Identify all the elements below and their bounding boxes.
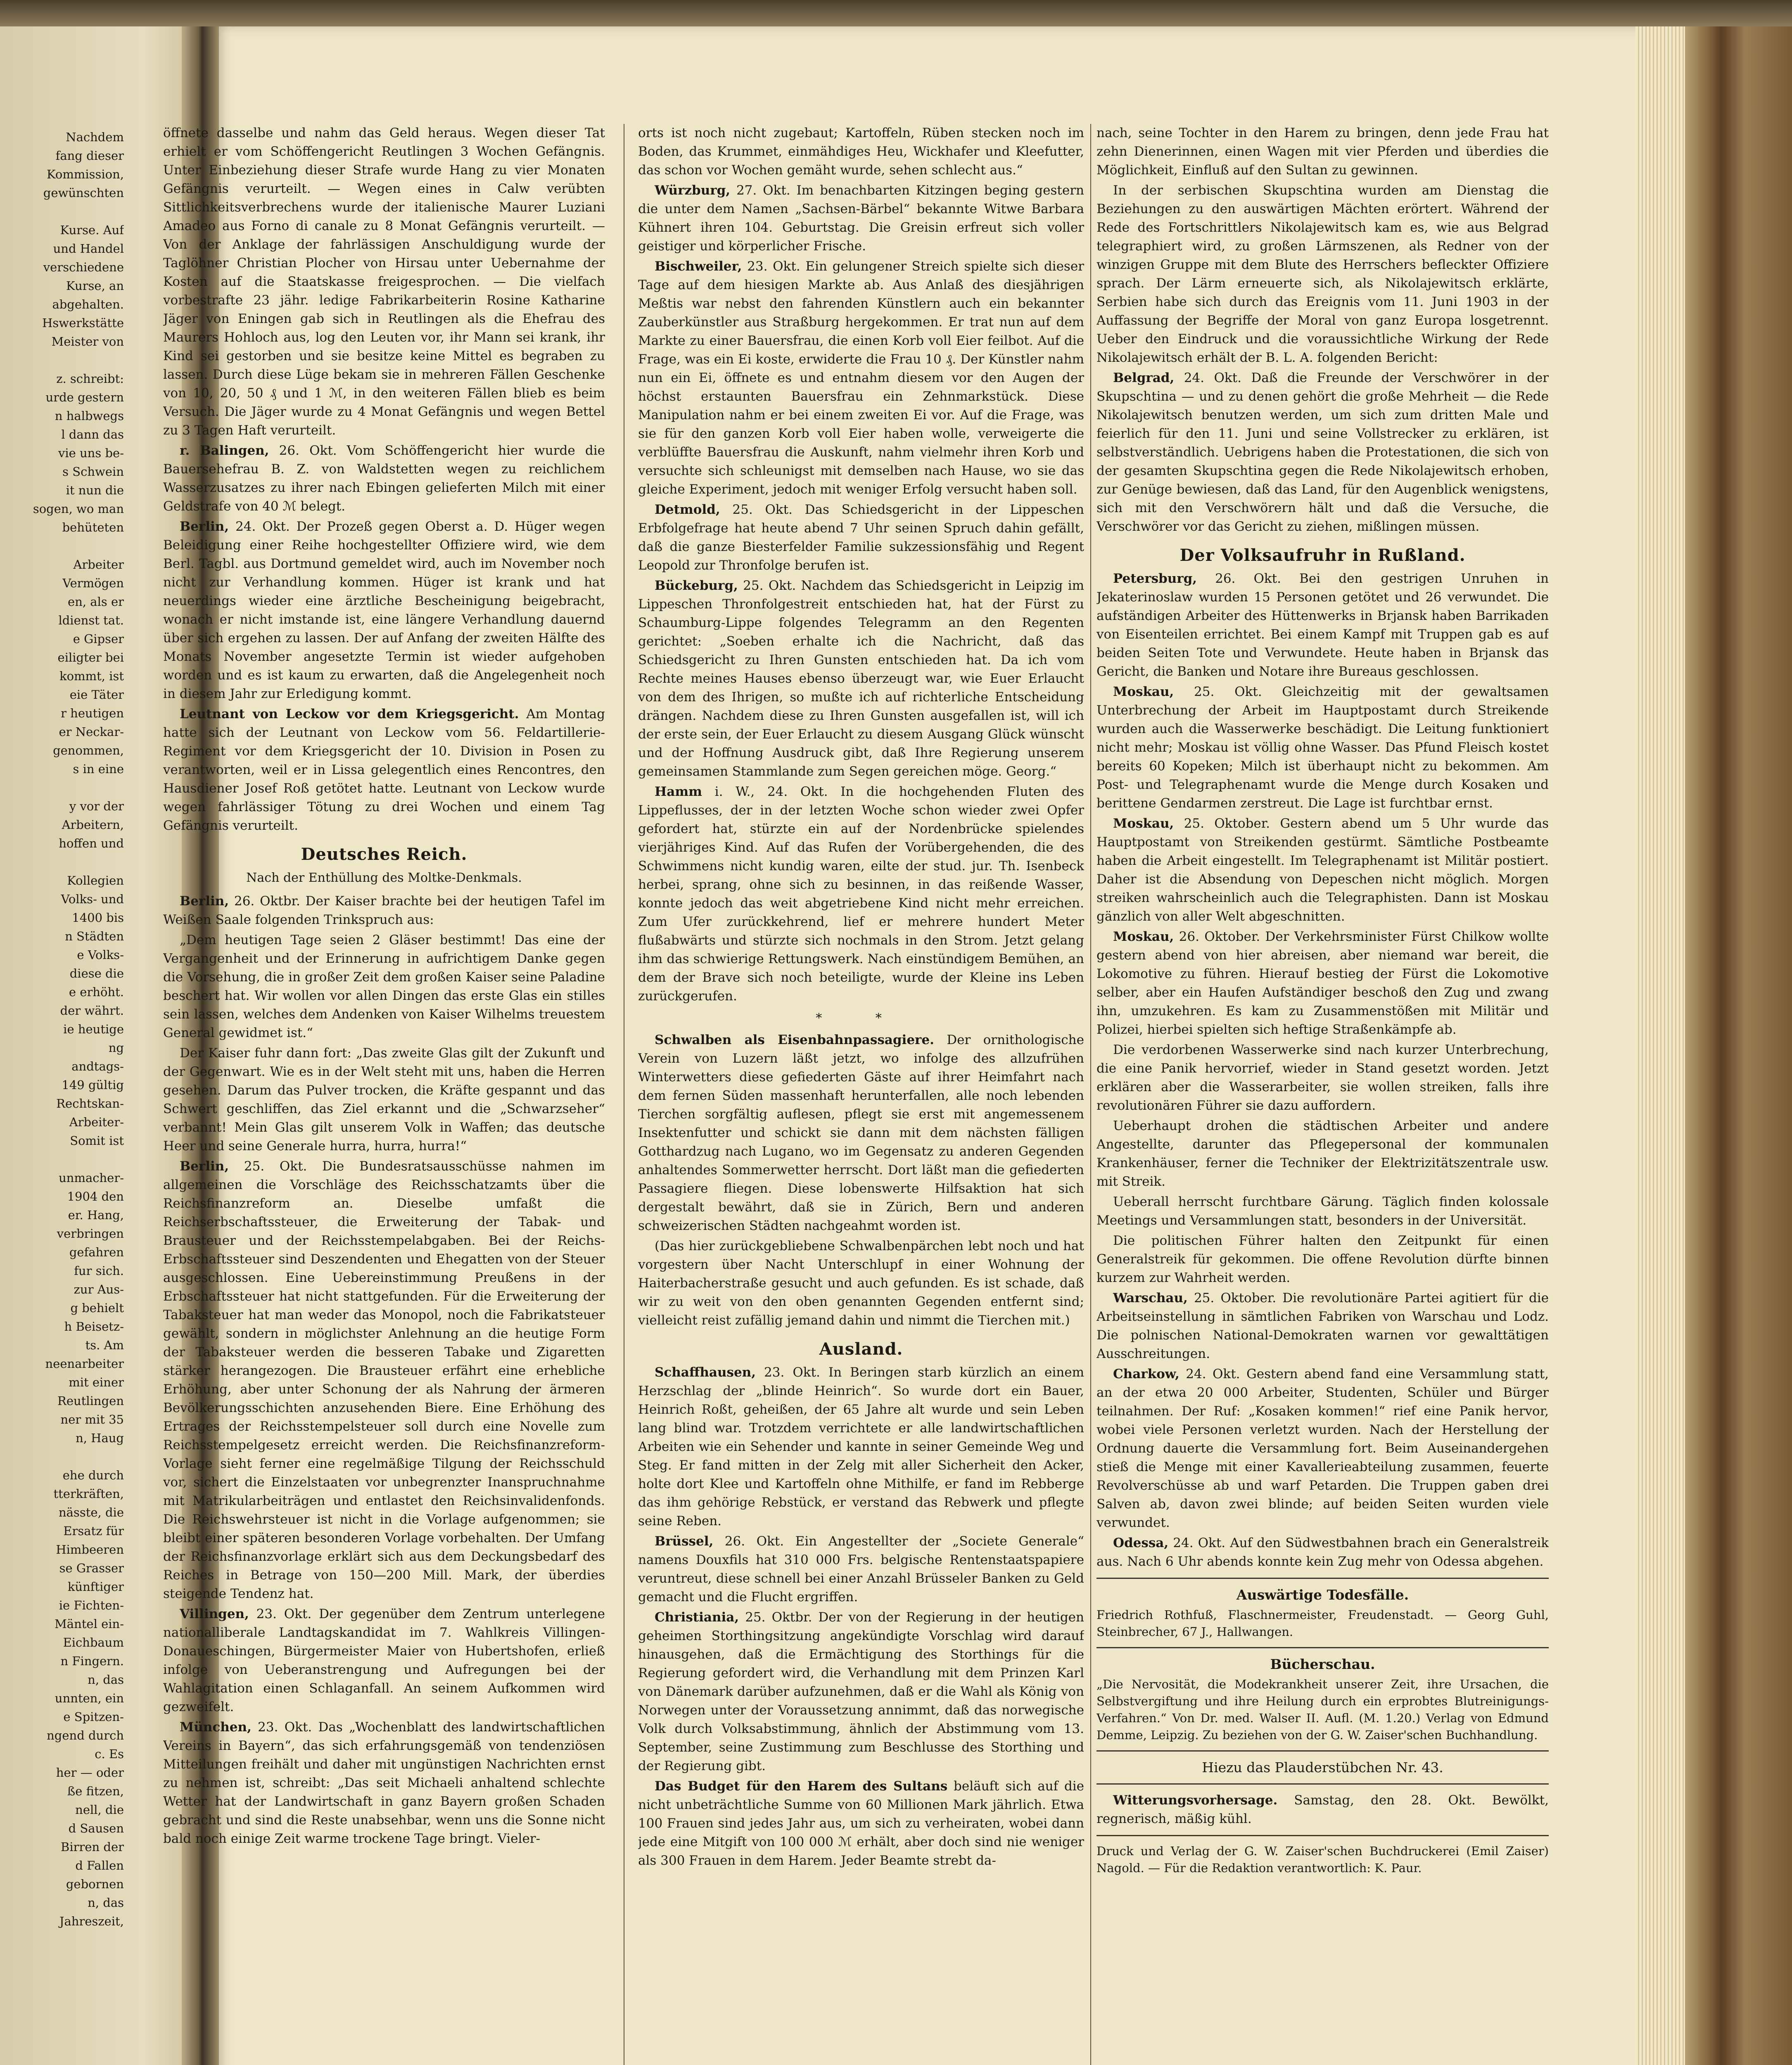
- previous-page-line: verschiedene: [43, 260, 124, 274]
- previous-page-line: ner mit 35: [60, 1412, 124, 1427]
- article-text: 23. Okt. In Beringen starb kürzlich an einem Herzschlag der „blinde Heinrich“. So wurde dort ein Bauer, Heinrich Roßt, geheißen, der 65 Jahre alt wurde und sein Leben lang blind war. Trotzdem verrichtete er alle landwirtschaftlichen Arbeiten wie ein Sehender und kannte in seiner Gemeinde Weg und Steg. Er fand mitten in der Zelg mit aller Sicherheit den Acker, holte dort Klee und Kartoffeln ohne Mithilfe, er fand im Rebberge das ihm gehörige Rebstück, er verstand das Rebwerk und pflegte seine Reben.: [638, 1365, 1084, 1529]
- article-paragraph: [638, 783, 1084, 1006]
- previous-page-line: gewünschten: [43, 186, 124, 200]
- article-text: nach, seine Tochter in den Harem zu bringen, denn jede Frau hat zehn Dienerinnen, einen Wagen mit vier Pferden und überdies die Möglichkeit, Einfluß auf den Sultan zu gewinnen.: [1097, 126, 1549, 178]
- previous-page-line: Mäntel ein-: [55, 1617, 124, 1631]
- previous-page-line: s Schwein: [62, 465, 124, 479]
- previous-page-line: nässte, die: [59, 1505, 124, 1519]
- divider: [1097, 1750, 1549, 1752]
- article-paragraph: [1097, 1289, 1549, 1363]
- article-text: 24. Okt. Der Prozeß gegen Oberst a. D. Hüger wegen Beleidigung einer Reihe hochgestellter Offiziere wird, wie dem Berl. Tagbl. aus Dortmund gemeldet wird, auch im November noch nicht zur Verhandlung kommen. Hüger ist krank und hat neuerdings wieder eine ärztliche Bescheinigung beigebracht, wonach er nicht imstande ist, eine längere Verhandlung dauernd über sich ergehen zu lassen. Der auf Anfang der zweiten Hälfte des Monats November angesetzte Termin ist wieder aufgehoben worden und es ist kaum zu erwarten, daß die Angelegenheit noch in diesem Jahr zur Erledigung kommt.: [163, 519, 605, 701]
- article-text: 25. Okt. Nachdem das Schiedsgericht in Leipzig im Lippeschen Thronfolgestreit entschieden hat, hat der Fürst zu Schaumburg-Lippe folgendes Telegramm an den Regenten gerichtet: „Soeben erhalte ich die Nachricht, daß das Schiedsgericht zu Ihren Gunsten entschieden hat. Da ich vom Rechte meines Hauses ebenso überzeugt war, wie Euer Erlaucht von dem des Ihrigen, so mußte ich auf richterliche Entscheidung drängen. Nachdem diese zu Ihren Gunsten ausgefallen ist, will ich der erste sein, der Euer Erlaucht zu diesem Ausgang Glück wünscht und der Hoffnung Ausdruck gibt, daß Ihre Regierung unserem gemeinsamen Stammlande zum Segen gereichen möge. Georg.“: [638, 578, 1084, 779]
- previous-page-line: g behielt: [70, 1301, 124, 1315]
- article-paragraph: [1097, 369, 1549, 536]
- previous-page-line: it nun die: [66, 483, 124, 497]
- article-text: Am Montag hatte sich der Leutnant von Leckow vom 56. Feldartillerie-Regiment vor dem Kriegsgericht der 10. Division in Posen zu verantworten, weil er in Lissa gelegentlich eines Rencontres, den Hausdiener Josef Roß getötet hatte. Leutnant von Leckow wurde wegen fahrlässiger Tötung zu drei Wochen und einem Tag Gefängnis verurteilt.: [163, 707, 605, 833]
- previous-page-line: ng: [108, 1041, 124, 1055]
- previous-page-line: Arbeiter: [73, 558, 124, 572]
- article-dateline: Moskau,: [1113, 929, 1174, 944]
- previous-page-line: ldienst tat.: [58, 613, 124, 627]
- divider: [1097, 1783, 1549, 1785]
- previous-page-column-fragment: [0, 128, 124, 2065]
- notice-text: „Die Nervosität, die Modekrankheit unserer Zeit, ihre Ursachen, die Selbstvergiftung und ihre Heilung durch ein erprobtes Blutreinigungs-Verfahren.“ Von Dr. med. Walser II. Aufl. (M. 1.20.) Verlag von Edmund Demme, Leipzig. Zu beziehen von der G. W. Zaiser'schen Buchhandlung.: [1097, 1677, 1549, 1742]
- previous-page-line: Kurse. Auf: [60, 223, 124, 237]
- article-paragraph: [638, 501, 1084, 575]
- article-text: 26. Oktober. Der Verkehrsminister Fürst Chilkow wollte gestern abend von hier abreisen, aber niemand war bereit, die Lokomotive zu führen. Hierauf bestieg der Fürst die Lokomotive selber, aber ein Haufen Aufständiger beschoß den Zug und zwang ihn, umzukehren. Es kam zu Zusammenstößen mit Militär und Polizei, hierbei spielten sich heftige Straßenkämpfe ab.: [1097, 929, 1549, 1037]
- previous-page-line: diese die: [69, 966, 124, 980]
- article-dateline: Würzburg,: [655, 183, 731, 198]
- text-column-1: [163, 124, 605, 2065]
- notice-heading: Auswärtige Todesfälle.: [1236, 1587, 1409, 1603]
- article-paragraph: [1097, 683, 1549, 813]
- notice-text: Druck und Verlag der G. W. Zaiser'schen Buchdruckerei (Emil Zaiser) Nagold. — Für die Redaktion verantwortlich: K. Paur.: [1097, 1844, 1549, 1875]
- article-text: orts ist noch nicht zugebaut; Kartoffeln, Rüben stecken noch im Boden, das Krummet, einmähdiges Heu, Wickhafer und Kleefutter, das schon vor Wochen gemäht wurde, sehen schlecht aus.“: [638, 126, 1084, 178]
- previous-page-line: [0, 202, 124, 221]
- previous-page-line: s in eine: [73, 762, 124, 776]
- article-dateline: Berlin,: [180, 519, 229, 534]
- column-rule: [1090, 124, 1091, 2065]
- previous-page-line: 1904 den: [67, 1189, 124, 1203]
- article-dateline: Berlin,: [180, 1159, 229, 1174]
- article-text: 25. Oktbr. Der von der Regierung in der heutigen geheimen Storthingsitzung angekündigte Vorschlag wird darauf hinausgehen, daß die Ermächtigung des Storthings für die Regierung gefordert wird, die Verhandlung mit dem Prinzen Karl von Dänemark darüber aufzunehmen, daß er die Wahl als König von Norwegen unter der Voraussetzung annimmt, daß das norwegische Volk durch Volksabstimmung, ähnlich der Abstimmung vom 13. September, seine Zustimmung zum Beschlusse des Storthing und der Regierung gibt.: [638, 1610, 1084, 1773]
- previous-page-line: Kollegien: [67, 873, 124, 888]
- article-paragraph: [638, 1237, 1084, 1330]
- article-dateline: Moskau,: [1113, 816, 1174, 831]
- previous-page-line: unmacher-: [59, 1171, 124, 1185]
- previous-page-line: Ersatz für: [63, 1524, 124, 1538]
- previous-page-line: [0, 853, 124, 871]
- article-text: (Das hier zurückgebliebene Schwalbenpärchen lebt noch und hat vorgestern über Nacht Unterschlupf in einer Wohnung der Haiterbacherstraße gesucht und auch gefunden. Es ist schade, daß wir zu weit von den oben genannten Gegenden entfernt sind; vielleicht reist zufällig jemand dahin und nimmt die Tierchen mit.): [638, 1239, 1084, 1328]
- article-paragraph: [1097, 928, 1549, 1039]
- section-heading: Deutsches Reich.: [301, 845, 468, 864]
- article-text: „Dem heutigen Tage seien 2 Gläser bestimmt! Das eine der Vergangenheit und der Erinnerung in aufrichtigem Danke gegen die Vorsehung, die in großer Zeit dem großen Kaiser seine Paladine beschert hat. Wir wollen vor allen Dingen das erste Glas ein stilles sein lassen, welches dem Andenken von Kaiser Wilhelms treuestem General gewidmet ist.“: [163, 933, 605, 1040]
- previous-page-line: eiligter bei: [57, 650, 124, 665]
- previous-page-line: Himbeeren: [56, 1543, 124, 1557]
- article-dateline: Schaffhausen,: [655, 1365, 756, 1380]
- previous-page-line: en, als er: [68, 595, 124, 609]
- previous-page-line: n, das: [88, 1896, 124, 1910]
- divider: [1097, 1647, 1549, 1648]
- article-paragraph: [163, 1044, 605, 1156]
- book-binding: [1635, 25, 1792, 2065]
- article-paragraph: [1097, 1534, 1549, 1571]
- previous-page-line: fang dieser: [55, 149, 124, 163]
- article-paragraph: [163, 931, 605, 1042]
- previous-page-line: n Städten: [65, 929, 124, 943]
- previous-page-line: Birren der: [61, 1840, 124, 1854]
- article-dateline: Odessa,: [1113, 1536, 1169, 1550]
- previous-page-line: Rechtskan-: [56, 1097, 124, 1111]
- section-heading: Der Volksaufruhr in Rußland.: [1180, 546, 1466, 565]
- previous-page-line: e erhöht.: [69, 985, 124, 999]
- top-shadow: [0, 0, 1792, 26]
- previous-page-line: ie Fichten-: [59, 1598, 124, 1612]
- article-paragraph: [638, 1031, 1084, 1235]
- article-paragraph: [1097, 570, 1549, 681]
- previous-page-line: d Fallen: [75, 1858, 124, 1873]
- article-dateline: Detmold,: [655, 502, 720, 517]
- previous-page-line: kommt, ist: [59, 669, 124, 683]
- previous-page-line: und Handel: [53, 242, 124, 256]
- previous-page-line: l dann das: [61, 427, 124, 441]
- previous-page-line: abgehalten.: [52, 297, 124, 311]
- article-paragraph: [1097, 1791, 1549, 1828]
- article-paragraph: [1097, 181, 1549, 367]
- article-text: 24. Okt. Auf den Südwestbahnen brach ein Generalstreik aus. Nach 6 Uhr abends konnte kein Zug mehr von Odessa abgehen.: [1097, 1536, 1549, 1569]
- previous-page-line: unnten, ein: [55, 1691, 124, 1705]
- article-paragraph: [163, 124, 605, 440]
- article-dateline: Villingen,: [180, 1607, 249, 1621]
- previous-page-line: Reutlingen: [57, 1394, 124, 1408]
- previous-page-line: [0, 537, 124, 555]
- article-paragraph: [163, 1718, 605, 1848]
- article-text: 25. Okt. Die Bundesratsausschüsse nahmen im allgemeinen die Vorschläge des Reichsschatzamts über die Reichsfinanzreform an. Dieselbe umfaßt die Reichserbschaftssteuer, die Erweiterung der Tabak- und Brausteuer und der Reichsstempelabgaben. Bei der Reichs-Erbschaftssteuer sind Deszendenten und Ehegatten von der Steuer ausgeschlossen. Eine Uebereinstimmung Preußens in der Erbschaftssteuer hat nicht stattgefunden. Für die Erweiterung der Tabaksteuer hat man weder das Monopol, noch die Fabrikatsteuer gewählt, sondern in möglichster Anlehnung an die heutige Form der Tabaksteuer werden die besseren Tabake und Zigaretten stärker herangezogen. Die Brausteuer erfährt eine erhebliche Erhöhung, aber unter Schonung der als Nahrung der ärmeren Bevölkerungsschichten anzusehenden Biere. Eine Erhöhung des Ertrages der Reichsstempelsteuer soll durch eine Novelle zum Reichsstempelgesetz erreicht werden. Die Reichsfinanzreform-Vorlage sieht ferner eine regelmäßige Tilgung der Reichsschuld vor, sichert die Einzelstaaten vor unbegrenzter Inanspruchnahme mit Matrikularbeiträgen und entlastet den Reichsinvalidenfonds. Die Reichswehrsteuer ist nicht in die Vorlage aufgenommen; sie bleibt einer späteren besonderen Vorlage vorbehalten. Der Umfang der Reichsfinanzvorlage erklärt sich aus dem Deckungsbedarf des Reiches in Betrage von 150—200 Mill. Mark, der überdies steigende Tendenz hat.: [163, 1159, 605, 1601]
- previous-page-line: gefahren: [69, 1245, 124, 1259]
- previous-page-line: urde gestern: [45, 390, 124, 404]
- article-text: 23. Okt. Das „Wochenblatt des landwirtschaftlichen Vereins in Bayern“, das sich erfahrungsgemäß von tendenziösen Mitteilungen freihält und daher mit ungünstigen Nachrichten ernst zu nehmen ist, schreibt: „Das seit Michaeli anhaltend schlechte Wetter hat der Landwirtschaft in ganz Bayern großen Schaden gebracht und sind die Reste unabsehbar, wenn uns die Sonne nicht bald noch einige Zeit warme trockene Tage bringt. Vieler-: [163, 1720, 605, 1846]
- previous-page-line: n, das: [88, 1673, 124, 1687]
- previous-page-line: künftiger: [67, 1580, 124, 1594]
- previous-page-line: her — oder: [56, 1766, 124, 1780]
- article-dateline: Warschau,: [1113, 1291, 1188, 1305]
- article-dateline: Brüssel,: [655, 1534, 714, 1549]
- article-text: 25. Okt. Das Schiedsgericht in der Lippeschen Erbfolgefrage hat heute abend 7 Uhr seinen Spruch dahin gefällt, daß die ganze Biesterfelder Familie sukzessionsfähig und Regent Leopold zur Thronfolge berufen ist.: [638, 502, 1084, 573]
- article-paragraph: [638, 1363, 1084, 1531]
- previous-page-line: Kurse, an: [66, 279, 124, 293]
- article-dateline: Moskau,: [1113, 684, 1174, 699]
- article-paragraph: [1097, 814, 1549, 926]
- previous-page-line: neenarbeiter: [45, 1357, 124, 1371]
- previous-page-line: ße fitzen,: [67, 1784, 124, 1798]
- article-dateline: München,: [180, 1720, 252, 1735]
- separator-asterisks: * *: [816, 1011, 907, 1025]
- previous-page-line: e Volks-: [77, 948, 124, 962]
- text-column-2: [638, 124, 1084, 2065]
- article-text: In der serbischen Skupschtina wurden am Dienstag die Beziehungen zu den auswärtigen Mächten erörtert. Während der Rede des Fortschrittlers Nikolajewitsch kam es, wie aus Belgrad telegraphiert wird, zu großen Lärmszenen, als Redner von der winzigen Gruppe mit dem Blute des Herrschers befleckter Offiziere sprach. Der Lärm erneuerte sich, als Nikolajewitsch erklärte, Serbien habe sich durch das Ereignis vom 11. Juni 1903 in der Auffassung der Begriffe der Moral von ganz Europa losgetrennt. Ueber den Eindruck und die voraussichtliche Wirkung der Rede Nikolajewitsch erhält der B. L. A. folgenden Bericht:: [1097, 183, 1549, 365]
- article-paragraph: [638, 257, 1084, 499]
- previous-page-line: [0, 779, 124, 797]
- section-heading: Ausland.: [819, 1339, 903, 1359]
- previous-page-line: er. Hang,: [68, 1208, 124, 1222]
- previous-page-line: Kommission,: [46, 167, 124, 181]
- article-text: i. W., 24. Okt. In die hochgehenden Fluten des Lippeflusses, der in der letzten Woche schon wieder zwei Opfer gefordert hat, stürzte ein auf der Nordenbrücke spielendes vierjähriges Kind. Auf das Rufen der Vorübergehenden, die des Schwimmens nicht kundig waren, eilte der stud. jur. Th. Isenbeck herbei, sprang, ohne sich zu besinnen, in das reißende Wasser, konnte jedoch das weit abgetriebene Kind nicht mehr erreichen. Zum Ufer zurückkehrend, lief er mehrere hundert Meter flußabwärts und stürzte sich nochmals in den Strom. Jetzt gelang ihm das schwierige Rettungswerk. Nach einstündigem Bemühen, an dem der Brave sich noch beteiligte, wurde der Kleine ins Leben zurückgerufen.: [638, 784, 1084, 1004]
- article-paragraph: [638, 577, 1084, 781]
- notice-text: Friedrich Rothfuß, Flaschnermeister, Freudenstadt. — Georg Guhl, Steinbrecher, 67 J., Hallwangen.: [1097, 1608, 1549, 1639]
- previous-page-line: h Beisetz-: [64, 1320, 124, 1334]
- article-text: Der Kaiser fuhr dann fort: „Das zweite Glas gilt der Zukunft und der Gegenwart. Wie es in der Welt steht mit uns, haben die Herren gesehen. Darum das Pulver trocken, die Kräfte gespannt und das Schwert geschliffen, das Ziel erkannt und die „Schwarzseher“ verbannt! Mein Glas gilt unserem Volk in Waffen; das deutsche Heer und seine Generale hurra, hurra, hurra!“: [163, 1046, 605, 1154]
- previous-page-line: Arbeiter-: [69, 1115, 124, 1129]
- previous-page-line: behüteten: [62, 520, 124, 534]
- previous-page-line: gebornen: [66, 1877, 124, 1891]
- article-text: 26. Okt. Ein Angestellter der „Societe Generale“ namens Douxfils hat 310 000 Frs. belgische Rentenstaatspapiere veruntreut, diese schnell bei einer Anzahl Brüsseler Banken zu Geld gemacht und die Flucht ergriffen.: [638, 1534, 1084, 1605]
- article-text: 27. Okt. Im benachbarten Kitzingen beging gestern die unter dem Namen „Sachsen-Bärbel“ bekannte Witwe Barbara Kühnert ihren 104. Geburtstag. Die Greisin erfreut sich voller geistiger und körperlicher Frische.: [638, 183, 1084, 254]
- article-paragraph: [163, 705, 605, 835]
- article-dateline: Bückeburg,: [655, 578, 738, 593]
- article-text: beläuft sich auf die nicht unbeträchtliche Summe von 60 Millionen Mark jährlich. Etwa 100 Frauen sind jedes Jahr aus, um sich zu verheiraten, wobei dann jede eine Mitgift von 100 000 ℳ erhält, aber doch sind nie weniger als 300 Frauen in dem Harem. Jeder Beamte strebt da-: [638, 1779, 1084, 1868]
- article-dateline: Witterungsvorhersage.: [1113, 1793, 1278, 1808]
- previous-page-line: y vor der: [69, 799, 124, 813]
- article-paragraph: [1097, 1365, 1549, 1532]
- article-paragraph: [163, 517, 605, 703]
- article-dateline: Leutnant von Leckow vor dem Kriegsgericht.: [180, 707, 519, 722]
- article-text: 25. Okt. Gleichzeitig mit der gewaltsamen Unterbrechung der Arbeit im Hauptpostamt durch Streikende wurden auch die Wasserwerke beschädigt. Die Leitung funktioniert nicht mehr; Moskau ist völlig ohne Wasser. Das Pfund Fleisch kostet bereits 60 Kopeken; Milch ist überhaupt nicht zu bekommen. Am Post- und Telegraphenamt wurde die Menge durch Kosaken und berittene Gendarmen zerstreut. Die Lage ist furchtbar ernst.: [1097, 684, 1549, 811]
- article-text: öffnete dasselbe und nahm das Geld heraus. Wegen dieser Tat erhielt er vom Schöffengericht Reutlingen 3 Wochen Gefängnis. Unter Einbeziehung dieser Strafe wurde Hang zu vier Monaten Gefängnis verurteilt. — Wegen eines in Calw verübten Sittlichkeitsverbrechens wurde der italienische Maurer Luziani Amadeo aus Forno di canale zu 8 Monat Gefängnis verurteilt. — Von der Anklage der fahrlässigen Anschuldigung wurde der Taglöhner Christian Plocher von Hirsau unter Uebernahme der Kosten auf die Staatskasse freigesprochen. — Die vielfach vorbestrafte 23 jähr. ledige Fabrikarbeiterin Rosine Katharine Jäger von Eningen gab sich in Reutlingen als die Ehefrau des Maurers Hohloch aus, log den Leuten vor, ihr Mann sei krank, ihr Kind sei gestorben und sie besitze keine Mittel es begraben zu lassen. Durch diese Lüge bekam sie in mehreren Fällen Geschenke von 10, 20, 50 ₰ und 1 ℳ, in den weiteren Fällen blieb es beim Versuch. Die Jäger wurde zu 4 Monat Gefängnis und wegen Bettel zu 3 Tagen Haft verurteilt.: [163, 126, 605, 438]
- article-text: 23. Okt. Der gegenüber dem Zentrum unterlegene nationalliberale Landtagskandidat im 7. Wahlkreis Villingen-Donaueschingen, Bürgermeister Maier von Hubertshofen, erließ infolge von Ueberanstrengung und Aufregungen bei der Wahlagitation einen Schlaganfall. An seinem Aufkommen wird gezweifelt.: [163, 1607, 605, 1714]
- article-dateline: Hamm: [655, 784, 702, 799]
- article-paragraph: [1097, 1117, 1549, 1191]
- previous-page-line: Somit ist: [70, 1134, 124, 1148]
- article-text: Der ornithologische Verein von Luzern läßt jetzt, wo infolge des allzufrühen Winterwetters diese gefiederten Gäste auf ihrer Heimfahrt nach dem fernen Süden massenhaft herunterfallen, alle noch lebenden Tierchen sorgfältig auflesen, pflegt sie erst mit angemessenem Insektenfutter und schickt sie dann mit dem nächsten fälligen Gotthardzug nach Lugano, wo im Gegensatz zu anderen Gegenden anhaltendes Sommerwetter herrscht. Dort läßt man die gefiederten Passagiere fliegen. Diese lobenswerte Hilfsaktion hat sich dergestalt bewährt, daß sie in Zürich, Bern und anderen schweizerischen Städten nachgeahmt worden ist.: [638, 1032, 1084, 1233]
- article-text: 25. Oktober. Gestern abend um 5 Uhr wurde das Hauptpostamt von Streikenden gestürmt. Sämtliche Postbeamte haben die Arbeit eingestellt. Im Telegraphenamt ist Militär postiert. Daher ist die Absendung von Depeschen nicht möglich. Morgen streiken wahrscheinlich auch die Telegraphisten. Dann ist Moskau gänzlich von aller Welt abgeschnitten.: [1097, 816, 1549, 924]
- article-text: Die verdorbenen Wasserwerke sind nach kurzer Unterbrechung, die eine Panik hervorrief, wieder in Stand gesetzt worden. Jetzt erklären aber die Wasserarbeiter, sie wollen streiken, falls ihre revolutionären Führer sie dazu auffordern.: [1097, 1042, 1549, 1113]
- article-text: 26. Okt. Bei den gestrigen Unruhen in Jekaterinoslaw wurden 15 Personen getötet und 26 verwundet. Die aufständigen Arbeiter des Hüttenwerks in Brjansk haben Barrikaden von Eisenteilen errichtet. Bei einem Kampf mit Truppen gab es auf beiden Seiten Tote und Verwundete. Heute haben in Brjansk das Gericht, die Banken und Notare ihre Bureaus geschlossen.: [1097, 571, 1549, 679]
- article-text: 25. Oktober. Die revolutionäre Partei agitiert für die Arbeitseinstellung in sämtlichen Fabriken von Warschau und Lodz. Die polnischen National-Demokraten warnen vor gewalttätigen Ausschreitungen.: [1097, 1291, 1549, 1361]
- article-text: 24. Okt. Daß die Freunde der Verschwörer in der Skupschtina — und zu denen gehört die große Mehrheit — die Rede Nikolajewitsch benutzen werden, um sich zum dritten Male und feierlich für den 11. Juni und seine Vollstrecker zu erklären, ist selbstverständlich. Uebrigens haben die Protestationen, die sich von der gesamten Skupschtina gegen die Rede Nikolajewitsch erhoben, zur Genüge bewiesen, daß das Land, für den Augenblick wenigstens, sich mit den Verschwörern hält und daß die Versuche, die Verschwörer vor das Gericht zu ziehen, mißlingen müssen.: [1097, 370, 1549, 534]
- article-text: 26. Oktbr. Der Kaiser brachte bei der heutigen Tafel im Weißen Saale folgenden Trinkspruch aus:: [163, 894, 605, 927]
- previous-page-line: e Spitzen-: [63, 1710, 124, 1724]
- previous-page-line: genommen,: [53, 743, 124, 757]
- divider: [1097, 1578, 1549, 1579]
- previous-page-line: se Grasser: [59, 1561, 124, 1575]
- article-text: Die politischen Führer halten den Zeitpunkt für einen Generalstreik für gekommen. Die offene Revolution dürfte binnen kurzem zur Wahrheit werden.: [1097, 1233, 1549, 1285]
- previous-page-line: Nachdem: [66, 130, 124, 144]
- article-paragraph: [1097, 1193, 1549, 1230]
- article-paragraph: [638, 181, 1084, 256]
- article-paragraph: [1097, 124, 1549, 180]
- previous-page-line: 149 gültig: [62, 1078, 124, 1092]
- previous-page-line: r heutigen: [61, 706, 124, 720]
- article-dateline: Berlin,: [180, 894, 229, 909]
- article-dateline: Schwalben als Eisenbahnpassagiere.: [655, 1032, 934, 1047]
- previous-page-line: n Fingern.: [60, 1654, 124, 1668]
- previous-page-line: Vermögen: [62, 576, 124, 590]
- previous-page-line: n, Haug: [76, 1431, 124, 1445]
- article-dateline: Das Budget für den Harem des Sultans: [655, 1779, 948, 1794]
- previous-page-line: der währt.: [60, 1004, 124, 1018]
- article-paragraph: [638, 1608, 1084, 1775]
- previous-page-line: Jahreszeit,: [59, 1914, 124, 1928]
- article-text: Ueberall herrscht furchtbare Gärung. Täglich finden kolossale Meetings und Versammlungen statt, besonders in der Universität.: [1097, 1194, 1549, 1228]
- article-paragraph: [1097, 1041, 1549, 1115]
- previous-page-line: ehe durch: [62, 1468, 124, 1482]
- previous-page-line: c. Es: [95, 1747, 124, 1761]
- article-paragraph: [638, 1777, 1084, 1870]
- article-paragraph: [163, 892, 605, 929]
- previous-page-line: e Gipser: [73, 632, 124, 646]
- previous-page-line: [0, 351, 124, 370]
- article-text: Samstag, den 28. Okt. Bewölkt, regnerisch, mäßig kühl.: [1097, 1793, 1549, 1826]
- previous-page-line: nell, die: [75, 1803, 124, 1817]
- previous-page-line: 1400 bis: [72, 911, 124, 925]
- previous-page-line: ie heutige: [63, 1022, 124, 1036]
- previous-page-line: n halbwegs: [55, 409, 124, 423]
- previous-page-line: andtags-: [71, 1059, 124, 1073]
- previous-page-line: Arbeitern,: [62, 818, 124, 832]
- article-dateline: Belgrad,: [1113, 370, 1175, 385]
- previous-page-line: Volks- und: [61, 892, 124, 906]
- article-paragraph: [163, 1157, 605, 1603]
- notice-heading: Bücherschau.: [1270, 1656, 1375, 1672]
- previous-page-line: ngend durch: [47, 1728, 124, 1742]
- previous-page-line: z. schreibt:: [56, 372, 124, 386]
- previous-page-line: [0, 1150, 124, 1169]
- previous-page-line: fur sich.: [74, 1264, 124, 1278]
- previous-page-line: sogen, wo man: [33, 502, 124, 516]
- article-paragraph: [638, 124, 1084, 180]
- previous-page-line: Eichbaum: [63, 1635, 124, 1650]
- previous-page-line: ts. Am: [85, 1338, 124, 1352]
- previous-page-line: Hswerkstätte: [42, 316, 124, 330]
- previous-page-line: tterkräften,: [53, 1487, 124, 1501]
- previous-page-line: vie uns be-: [58, 446, 124, 460]
- previous-page-line: Meister von: [51, 335, 124, 349]
- article-dateline: Christiania,: [655, 1610, 739, 1625]
- article-dateline: r. Balingen,: [180, 443, 269, 458]
- article-paragraph: [163, 441, 605, 516]
- previous-page-line: eie Täter: [69, 688, 124, 702]
- article-text: 24. Okt. Gestern abend fand eine Versammlung statt, an der etwa 20 000 Arbeiter, Studenten, Schüler und Bürger teilnahmen. Der Ruf: „Kosaken kommen!“ rief eine Panik hervor, wobei viele Personen verletzt wurden. Nach der Herstellung der Ordnung dauerte die Versammlung fort. Beim Auseinandergehen stieß die Menge mit einer Kavallerieabteilung zusammen, feuerte Revolverschüsse ab und warf Petarden. Die Truppen gaben drei Salven ab, davon zwei blinde; auf beiden Seiten wurden viele verwundet.: [1097, 1367, 1549, 1530]
- previous-page-line: mit einer: [69, 1375, 124, 1389]
- article-paragraph: [638, 1532, 1084, 1607]
- section-subheading: Nach der Enthüllung des Moltke-Denkmals.: [246, 871, 522, 885]
- page-edges: [1635, 25, 1685, 2065]
- previous-page-line: er Neckar-: [59, 725, 124, 739]
- article-text: 26. Okt. Vom Schöffengericht hier wurde die Bauersehefrau B. Z. von Waldstetten wegen zu reichlichem Wasserzusatzes zu ihrer nach Ebingen gelieferten Milch mit einer Geldstrafe von 40 ℳ belegt.: [163, 443, 605, 514]
- article-text: Ueberhaupt drohen die städtischen Arbeiter und andere Angestellte, darunter das Pflegepersonal der kommunalen Krankenhäuser, ferner die Techniker der Elektrizitätszentrale usw. mit Streik.: [1097, 1118, 1549, 1189]
- article-dateline: Petersburg,: [1113, 571, 1197, 586]
- previous-page-line: [0, 1448, 124, 1466]
- supplement-notice: Hiezu das Plauderstübchen Nr. 43.: [1202, 1759, 1443, 1775]
- article-paragraph: [1097, 1232, 1549, 1287]
- article-text: 23. Okt. Ein gelungener Streich spielte sich dieser Tage auf dem hiesigen Markte ab. Aus Anlaß des diesjährigen Meßtis war nebst den fahrenden Künstlern auch ein bekannter Zauberkünstler aus Straßburg hergekommen. Er trat nun auf dem Markte zu einer Bauersfrau, die einen Korb voll Eier feilbot. Auf die Frage, was ein Ei koste, erwiderte die Frau 10 ₰. Der Künstler nahm nun ein Ei, öffnete es und entnahm diesem vor den Augen der höchst erstaunten Bauersfrau ein Zehnmarkstück. Diese Manipulation nahm er bei einem zweiten Ei vor. Auf die Frage, was sie für den ganzen Korb voll Eier haben wolle, verweigerte die verblüffte Bauersfrau die Auskunft, nahm vielmehr ihren Korb und versuchte sich schleunigst mit demselben nach Hause, wo sie das gleiche Experiment, jedoch mit weniger Erfolg versucht haben soll.: [638, 259, 1084, 497]
- previous-page-line: d Sausen: [68, 1821, 124, 1835]
- text-column-3: [1097, 124, 1549, 2065]
- previous-page-line: verbringen: [57, 1227, 124, 1241]
- article-dateline: Bischweiler,: [655, 259, 742, 274]
- previous-page-line: zur Aus-: [74, 1282, 124, 1296]
- article-dateline: Charkow,: [1113, 1367, 1180, 1381]
- previous-page-line: hoffen und: [59, 836, 124, 850]
- article-paragraph: [163, 1605, 605, 1716]
- divider: [1097, 1835, 1549, 1836]
